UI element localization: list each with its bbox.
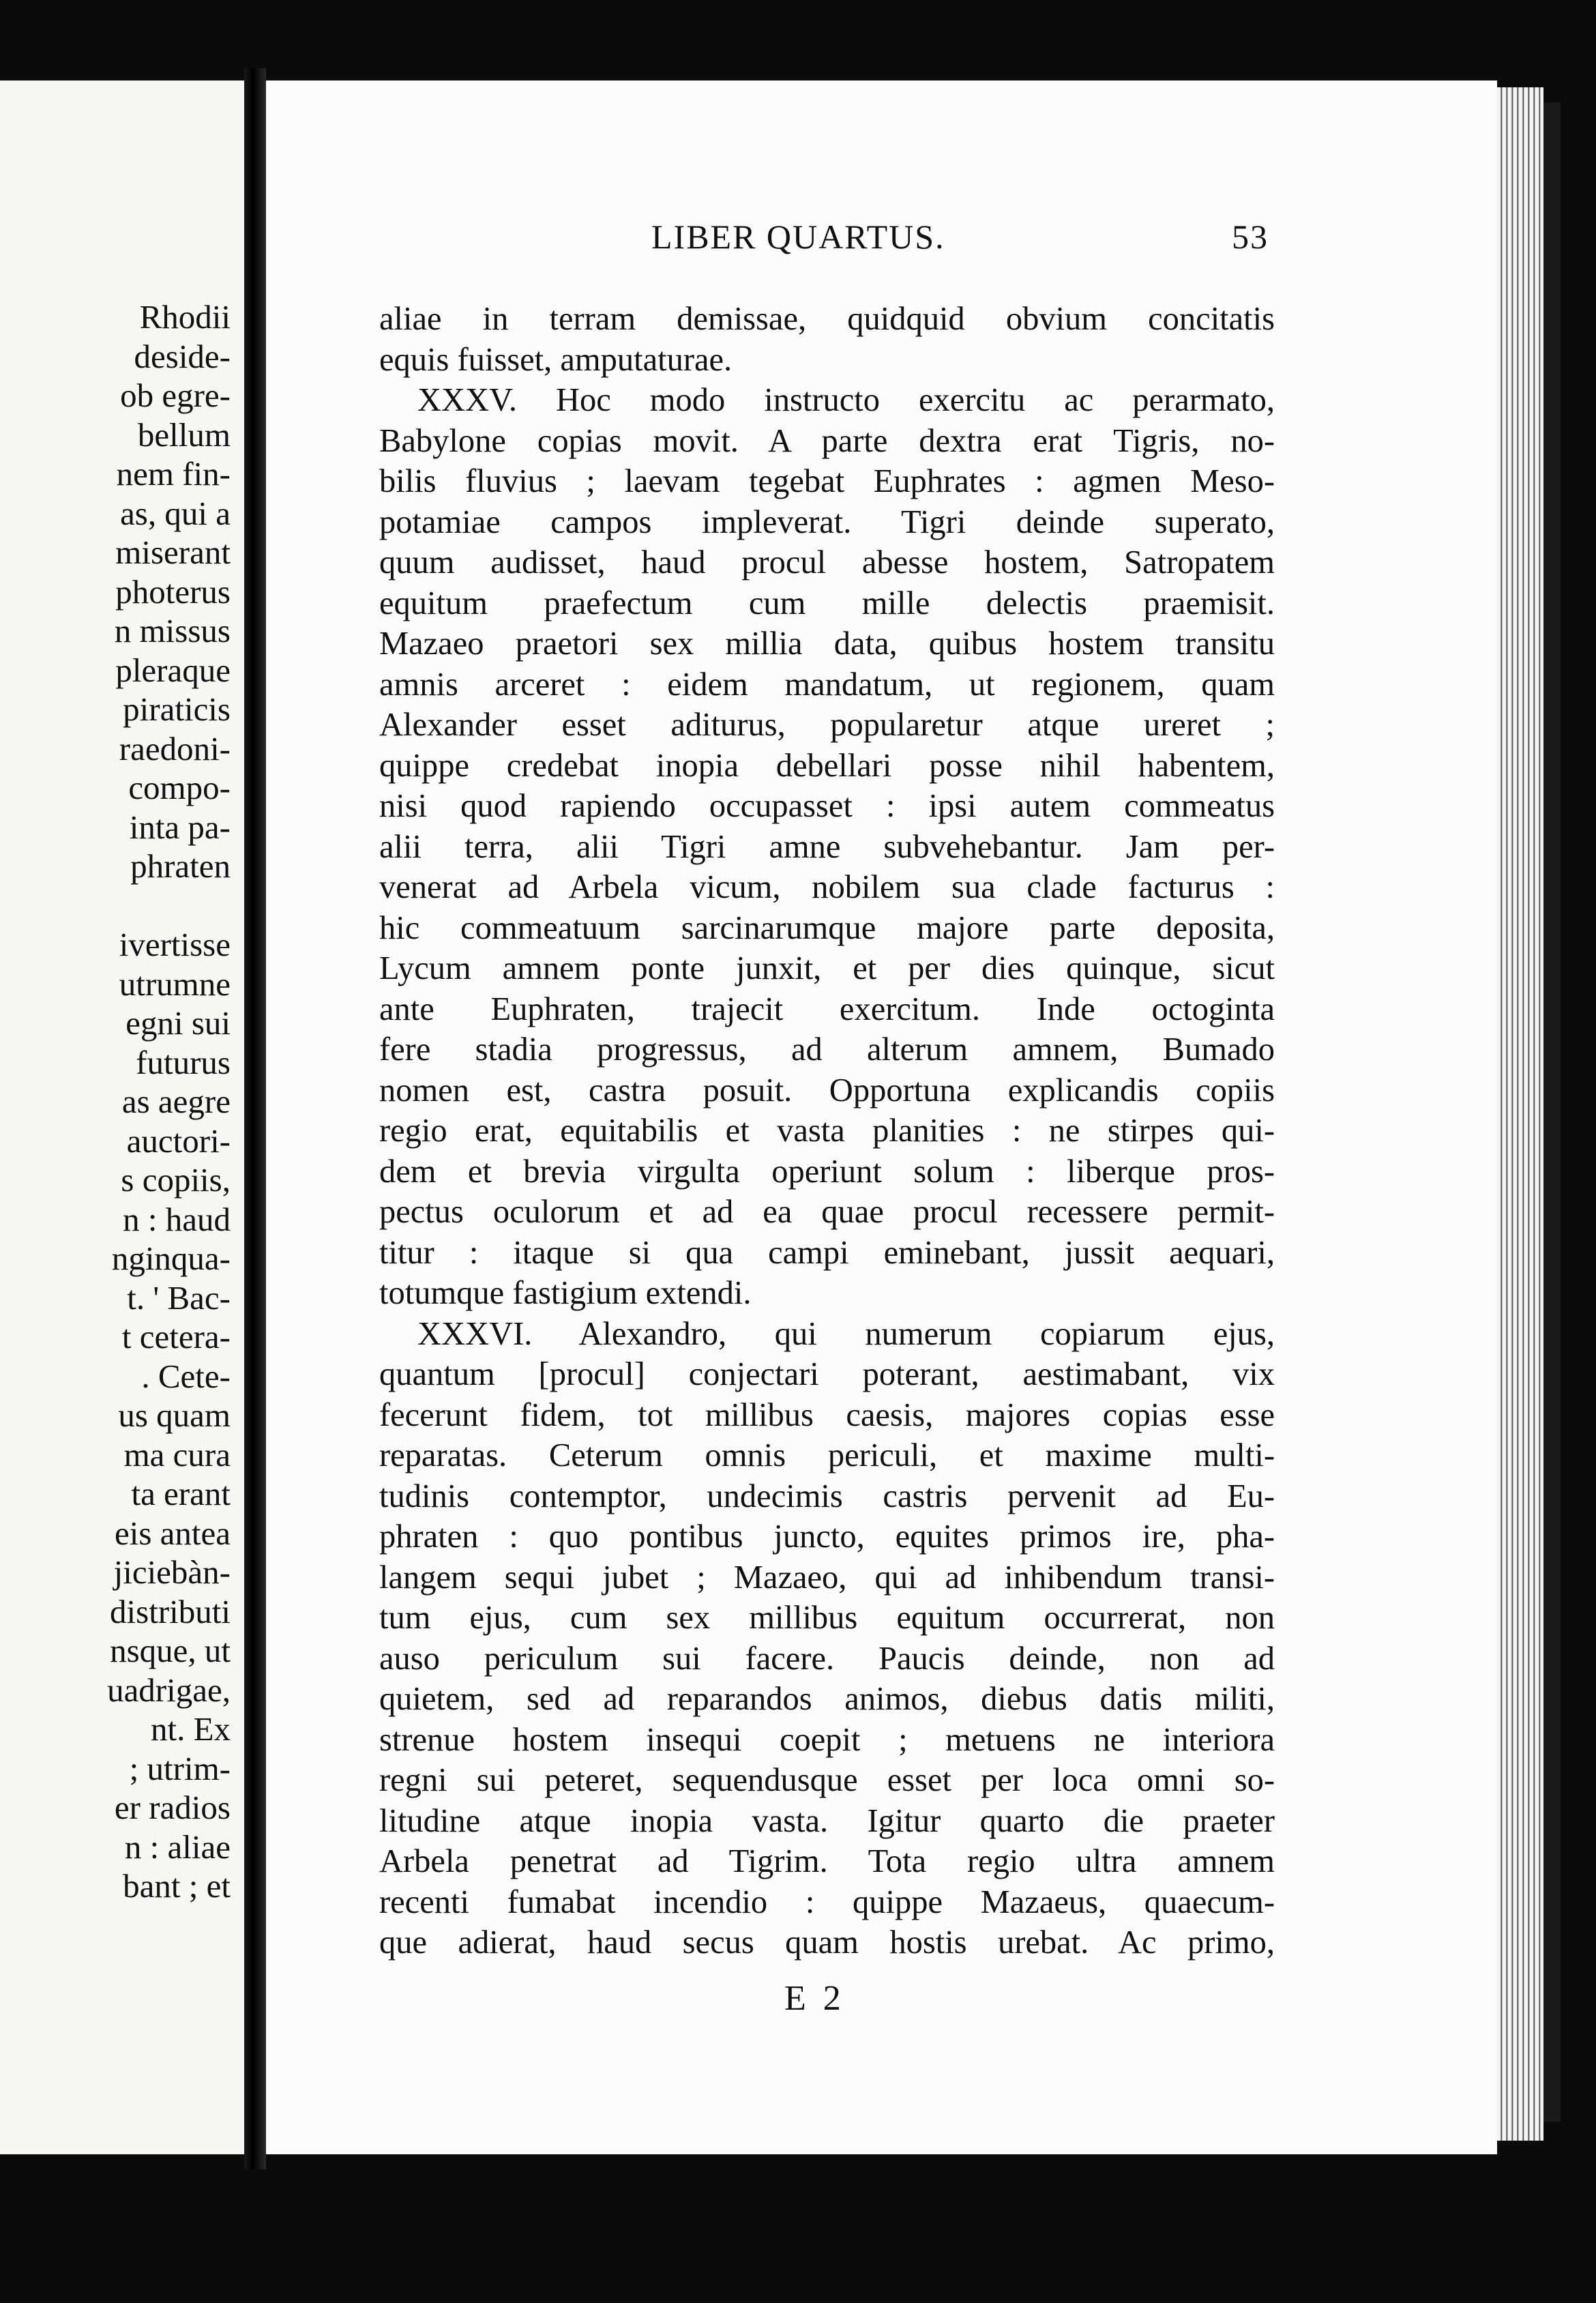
text-line: tum ejus, cum sex millibus equitum occurrerat, non [379,1600,1275,1636]
body-text [379,299,1275,1963]
facing-page-line: futurus [136,1043,231,1081]
text-line: tudinis contemptor, undecimis castris pervenit ad Eu- [379,1478,1275,1514]
facing-page-line: t. ' Bac- [127,1278,231,1317]
facing-page-line: phraten [130,847,231,885]
facing-page-line: n : aliae [124,1828,231,1866]
text-line: Lycum amnem ponte junxit, et per dies quinque, sicut [379,950,1275,986]
text-line: dem et brevia virgulta operiunt solum : liberque pros- [379,1153,1275,1190]
text-line: regni sui peteret, sequendusque esset per loca omni so- [379,1762,1275,1798]
text-line: bilis fluvius ; laevam tegebat Euphrates : agmen Meso- [379,463,1275,499]
facing-page-line: us quam [118,1396,231,1434]
text-line: venerat ad Arbela vicum, nobilem sua clade facturus : [379,869,1275,905]
text-line: Babylone copias movit. A parte dextra erat Tigris, no- [379,422,1275,459]
facing-page-line: nt. Ex [150,1710,231,1748]
facing-page-fragment [0,80,244,2154]
text-line: aliae in terram demissae, quidquid obvium concitatis [379,301,1275,337]
text-line: pectus oculorum et ad ea quae procul recessere permit- [379,1194,1275,1230]
text-line: strenue hostem insequi coepit ; metuens ne interiora [379,1721,1275,1758]
text-line: phraten : quo pontibus juncto, equites primos ire, pha- [379,1519,1275,1555]
facing-page-line: s copiis, [121,1161,231,1199]
text-line: quietem, sed ad reparandos animos, diebus datis militi, [379,1681,1275,1717]
facing-page-line: . Cete- [141,1357,231,1395]
text-line: nisi quod rapiendo occupasset : ipsi autem commeatus [379,788,1275,824]
facing-page-line [0,886,231,926]
text-line: langem sequi jubet ; Mazaeo, qui ad inhibendum transi- [379,1559,1275,1596]
facing-page-line: nsque, ut [110,1632,231,1669]
facing-page-line: compo- [128,769,231,806]
text-line: amnis arceret : eidem mandatum, ut regionem, quam [379,666,1275,703]
text-line: alii terra, alii Tigri amne subvehebantur. Jam per- [379,828,1275,865]
text-line: quippe credebat inopia debellari posse nihil habentem, [379,747,1275,784]
text-line: hic commeatuum sarcinarumque majore parte deposita, [379,909,1275,946]
text-line: que adierat, haud secus quam hostis urebat. Ac primo, [379,1924,1275,1961]
signature-mark: E 2 [784,1979,845,2018]
facing-page-line: nem fin- [116,455,231,493]
text-line: fere stadia progressus, ad alterum amnem, Bumado [379,1031,1275,1068]
facing-page-line: as, qui a [120,494,231,532]
facing-page-line: uadrigae, [107,1671,231,1709]
facing-page-line: t cetera- [121,1318,231,1355]
text-line: quantum [procul] conjectari poterant, aestimabant, vix [379,1356,1275,1392]
text-line: equitum praefectum cum mille delectis praemisit. [379,585,1275,621]
text-line: Alexander esset aditurus, popularetur atque ureret ; [379,707,1275,743]
facing-page-line: egni sui [125,1004,231,1042]
facing-page-line: ; utrim- [129,1749,231,1787]
facing-page-line: bant ; et [123,1867,231,1905]
facing-page-text [0,297,231,1906]
text-line: potamiae campos impleverat. Tigri deinde superato, [379,503,1275,540]
page-number: 53 [1232,218,1269,256]
facing-page-line: eis antea [114,1514,231,1552]
text-line: recenti fumabat incendio : quippe Mazaeus, quaecum- [379,1883,1275,1920]
text-line: ante Euphraten, trajecit exercitum. Inde octoginta [379,991,1275,1027]
text-line: totumque fastigium extendi. [379,1275,752,1311]
facing-page-line: photerus [115,572,231,611]
facing-page-line: nginqua- [111,1239,231,1277]
facing-page-line: distributi [110,1592,231,1630]
facing-page-line: n missus [114,612,231,649]
facing-page-line: pleraque [115,651,231,689]
facing-page-line: ivertisse [119,926,231,963]
text-line: regio erat, equitabilis et vasta planities : ne stirpes qui- [379,1113,1275,1149]
text-line: reparatas. Ceterum omnis periculi, et maxime multi- [379,1437,1275,1473]
facing-page-line: ob egre- [120,377,231,414]
facing-page-line: auctori- [126,1121,231,1160]
running-head [382,217,1269,265]
facing-page-line: ta erant [131,1475,231,1512]
facing-page-line: piraticis [123,690,231,728]
page-edge-shadow [1543,102,1561,2122]
facing-page-line: n : haud [123,1200,231,1238]
facing-page-line: as aegre [121,1083,231,1120]
text-line: Mazaeo praetori sex millia data, quibus hostem transitu [379,626,1275,662]
text-line: titur : itaque si qua campi eminebant, jussit aequari, [379,1234,1275,1271]
text-line: litudine atque inopia vasta. Igitur quarto die praeter [379,1802,1275,1839]
facing-page-line: inta pa- [129,808,231,846]
text-line: Arbela penetrat ad Tigrim. Tota regio ultra amnem [379,1843,1275,1879]
text-line: XXXVI. Alexandro, qui numerum copiarum ejus, [417,1315,1275,1352]
facing-page-line: deside- [134,337,231,375]
text-line: nomen est, castra posuit. Opportuna explicandis copiis [379,1072,1275,1109]
facing-page-line: bellum [137,415,231,454]
facing-page-line: jiciebàn- [113,1553,231,1591]
page-edges [1497,87,1543,2141]
text-line: equis fuisset, amputaturae. [379,341,733,378]
running-title: LIBER QUARTUS. [651,218,945,256]
book-gutter [244,68,266,2169]
text-line: quum audisset, haud procul abesse hostem, Satropatem [379,544,1275,581]
text-line: XXXV. Hoc modo instructo exercitu ac perarmato, [417,382,1275,418]
facing-page-line: er radios [114,1789,231,1826]
text-line: auso periculum sui facere. Paucis deinde, non ad [379,1640,1275,1677]
facing-page-line: Rhodii [139,298,231,336]
facing-page-line: ma cura [123,1435,231,1473]
facing-page-line: miserant [115,533,231,571]
text-line: fecerunt fidem, tot millibus caesis, majores copias esse [379,1396,1275,1433]
facing-page-line: raedoni- [119,729,231,767]
facing-page-line: utrumne [119,965,231,1003]
